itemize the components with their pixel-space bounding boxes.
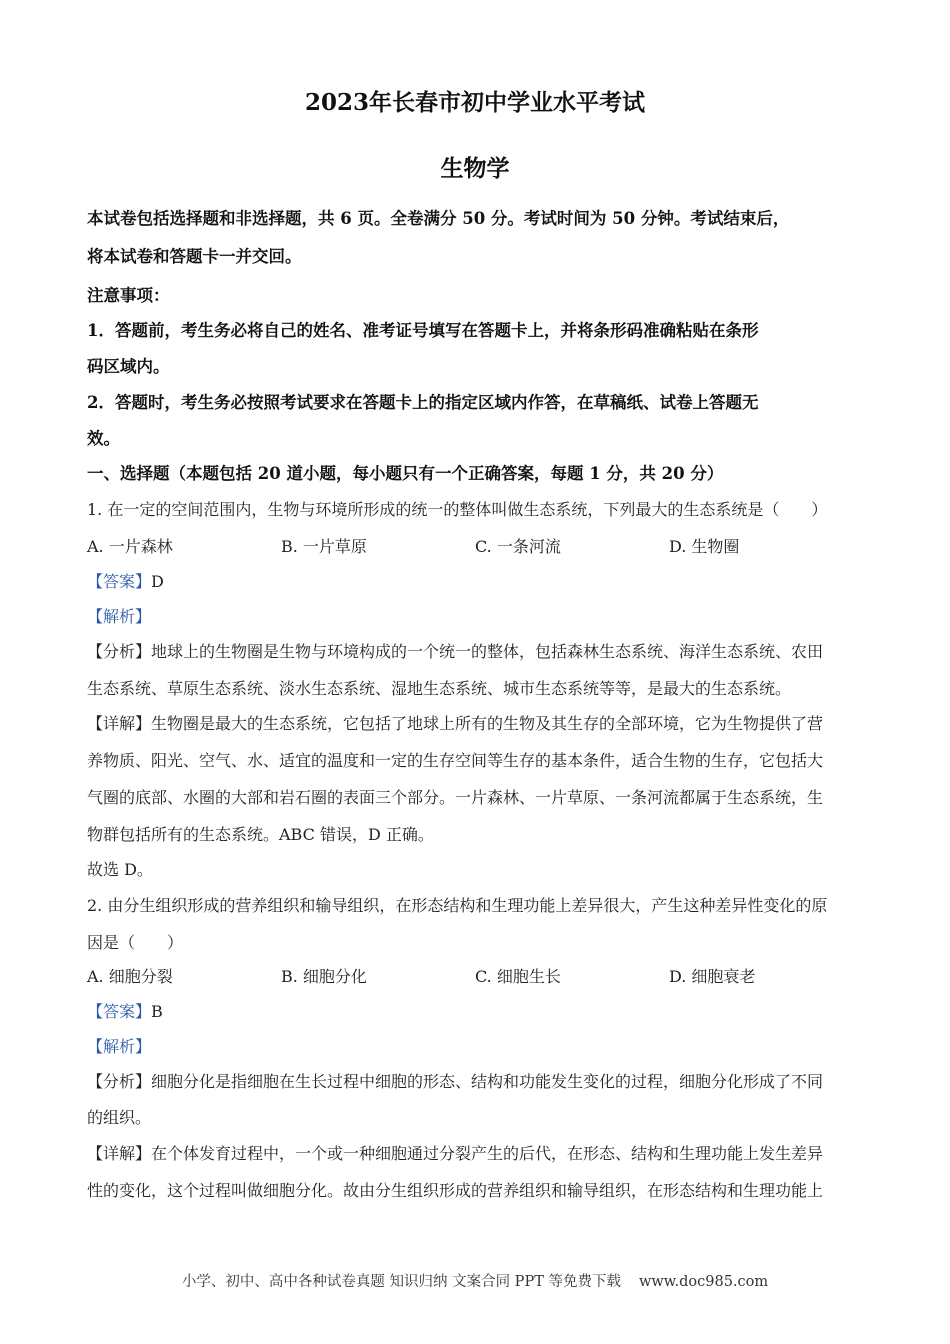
section-heading: 一、选择题（本题包括 20 道小题，每小题只有一个正确答案，每题 1 分，共 20 分） — [87, 464, 724, 483]
note-2-line-2: 效。 — [87, 429, 120, 448]
note-2-line-1: 2．答题时，考生务必按照考试要求在答题卡上的指定区域内作答，在草稿纸、试卷上答题无 — [87, 393, 759, 412]
q1-conclusion: 故选 D。 — [87, 860, 153, 879]
q1-option-a: A. 一片森林 — [87, 537, 173, 556]
xiangjie-text: 在个体发育过程中，一个或一种细胞通过分裂产生的后代，在形态、结构和生理功能上发生差异 — [151, 1144, 824, 1163]
q2-stem-line-1: 2. 由分生组织形成的营养组织和输导组织，在形态结构和生理功能上差异很大，产生这种差异性变化的原 — [87, 896, 828, 915]
subject-title: 生物学 — [440, 155, 510, 182]
q1-xiangjie-line-3: 气圈的底部、水圈的大部和岩石圈的表面三个部分。一片森林、一片草原、一条河流都属于生态系统，生 — [87, 788, 824, 807]
xiangjie-tag: 【详解】 — [87, 714, 152, 733]
q1-analysis-tag: 【解析】 — [87, 607, 152, 626]
q2-option-b: B. 细胞分化 — [281, 967, 367, 986]
q1-xiangjie-line-2: 养物质、阳光、空气、水、适宜的温度和一定的生存空间等生存的基本条件，适合生物的生存，它包括大 — [87, 751, 824, 770]
xiangjie-text: 生物圈是最大的生态系统，它包括了地球上所有的生物及其生存的全部环境，它为生物提供了营 — [151, 714, 824, 733]
fenxi-text: 细胞分化是指细胞在生长过程中细胞的形态、结构和功能发生变化的过程，细胞分化形成了不同 — [151, 1072, 824, 1091]
answer-tag: 【答案】 — [87, 572, 152, 591]
fenxi-text: 地球上的生物圈是生物与环境构成的一个统一的整体，包括森林生态系统、海洋生态系统、农田 — [151, 642, 824, 661]
q1-fenxi-line-2: 生态系统、草原生态系统、淡水生态系统、湿地生态系统、城市生态系统等等，是最大的生态系统。 — [87, 679, 792, 698]
answer-value: B — [151, 1002, 163, 1021]
q2-xiangjie-line-1 — [87, 1141, 867, 1164]
note-1-line-1: 1．答题前，考生务必将自己的姓名、准考证号填写在答题卡上，并将条形码准确粘贴在条形 — [87, 321, 759, 340]
q2-analysis-tag: 【解析】 — [87, 1037, 152, 1056]
q1-option-b: B. 一片草原 — [281, 537, 367, 556]
q1-stem: 1. 在一定的空间范围内，生物与环境所形成的统一的整体叫做生态系统，下列最大的生态系统是（ ） — [87, 500, 828, 519]
intro-line-1: 本试卷包括选择题和非选择题，共 6 页。全卷满分 50 分。考试时间为 50 分钟。考试结束后， — [87, 209, 790, 228]
q1-option-c: C. 一条河流 — [475, 537, 561, 556]
notice-heading: 注意事项： — [87, 286, 170, 305]
q2-option-a: A. 细胞分裂 — [87, 967, 173, 986]
footer-text: 小学、初中、高中各种试卷真题 知识归纳 文案合同 PPT 等免费下载 — [181, 1274, 621, 1290]
answer-tag: 【答案】 — [87, 1002, 152, 1021]
q1-xiangjie-line-1 — [87, 711, 867, 734]
q1-option-d: D. 生物圈 — [669, 537, 740, 556]
q2-fenxi-line-2: 的组织。 — [87, 1108, 152, 1127]
fenxi-tag: 【分析】 — [87, 1072, 152, 1091]
page-footer — [0, 1270, 950, 1291]
q2-option-d: D. 细胞衰老 — [669, 967, 756, 986]
q2-fenxi-line-1 — [87, 1069, 867, 1092]
intro-line-2: 将本试卷和答题卡一并交回。 — [87, 247, 302, 266]
q2-stem-line-2: 因是（ ） — [87, 933, 184, 952]
q2-option-c: C. 细胞生长 — [475, 967, 561, 986]
q1-answer — [87, 569, 867, 592]
q2-answer — [87, 999, 867, 1022]
footer-url-link[interactable]: www.doc985.com — [638, 1274, 769, 1290]
xiangjie-tag: 【详解】 — [87, 1144, 152, 1163]
note-1-line-2: 码区域内。 — [87, 357, 170, 376]
q2-xiangjie-line-2: 性的变化，这个过程叫做细胞分化。故由分生组织形成的营养组织和输导组织，在形态结构和生理功能上 — [87, 1181, 824, 1200]
q1-xiangjie-line-4: 物群包括所有的生态系统。ABC 错误，D 正确。 — [87, 825, 434, 844]
q1-fenxi-line-1 — [87, 639, 867, 662]
fenxi-tag: 【分析】 — [87, 642, 152, 661]
answer-value: D — [151, 572, 164, 591]
exam-title: 2023年长春市初中学业水平考试 — [304, 89, 645, 116]
